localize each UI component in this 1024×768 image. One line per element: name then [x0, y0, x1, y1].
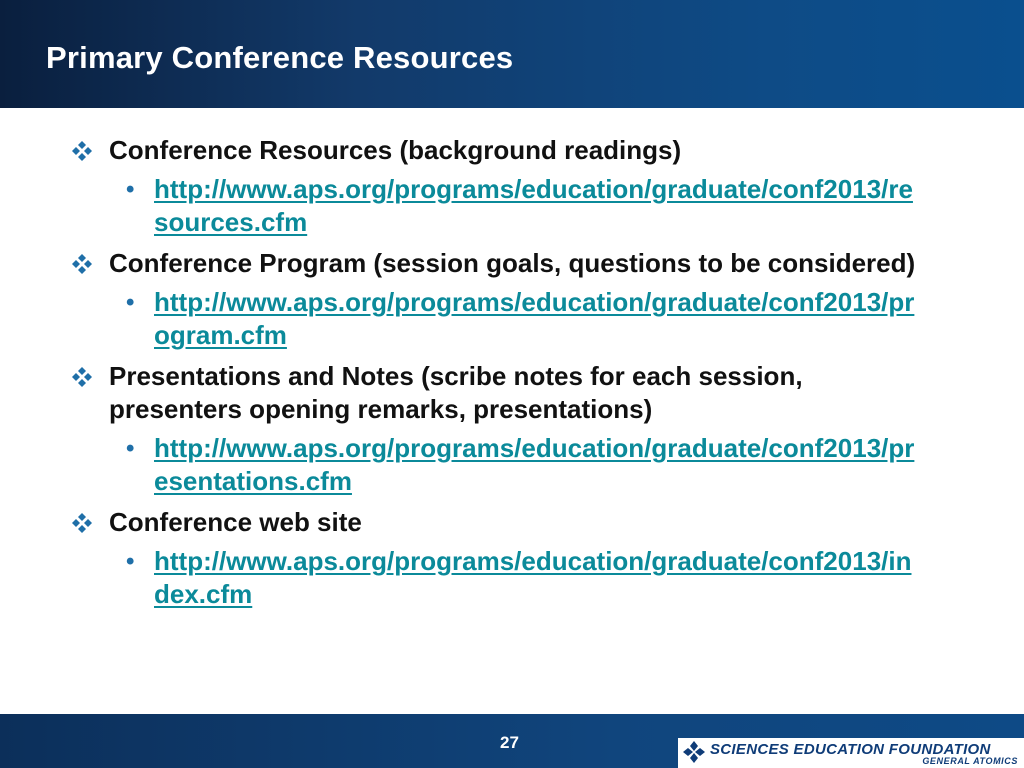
four-diamond-icon: [72, 254, 92, 274]
slide-title: Primary Conference Resources: [46, 40, 514, 75]
item-heading: Conference web site: [109, 507, 362, 537]
sub-item: [109, 432, 932, 498]
list-item: [72, 360, 932, 498]
round-bullet: •: [126, 289, 135, 316]
item-heading: Conference Resources (background readings): [109, 135, 682, 165]
sub-item: [109, 173, 932, 239]
list-item: [72, 506, 932, 611]
resources-link[interactable]: http://www.aps.org/programs/education/graduate/conf2013/resources.cfm: [154, 174, 913, 237]
four-diamond-icon: [72, 513, 92, 533]
resource-list: [72, 134, 932, 619]
header-bar: [0, 0, 1024, 108]
round-bullet: •: [126, 176, 135, 203]
item-heading: Presentations and Notes (scribe notes for each session, presenters opening remarks, presentations): [109, 361, 803, 424]
list-item: [72, 247, 932, 352]
program-link[interactable]: http://www.aps.org/programs/education/graduate/conf2013/program.cfm: [154, 287, 915, 350]
four-diamond-icon: [72, 141, 92, 161]
item-heading: Conference Program (session goals, questions to be considered): [109, 248, 916, 278]
list-item: [72, 134, 932, 239]
logo-subtitle: GENERAL ATOMICS: [922, 756, 1018, 766]
presentations-link[interactable]: http://www.aps.org/programs/education/graduate/conf2013/presentations.cfm: [154, 433, 915, 496]
sef-logo-icon: [682, 740, 706, 764]
page-number: 27: [500, 733, 519, 752]
sef-logo: [678, 738, 1024, 768]
sub-item: [109, 545, 932, 611]
website-link[interactable]: http://www.aps.org/programs/education/graduate/conf2013/index.cfm: [154, 546, 912, 609]
round-bullet: •: [126, 548, 135, 575]
logo-wordmark: SCIENCES EDUCATION FOUNDATION: [710, 741, 991, 758]
sub-item: [109, 286, 932, 352]
four-diamond-icon: [72, 367, 92, 387]
round-bullet: •: [126, 435, 135, 462]
